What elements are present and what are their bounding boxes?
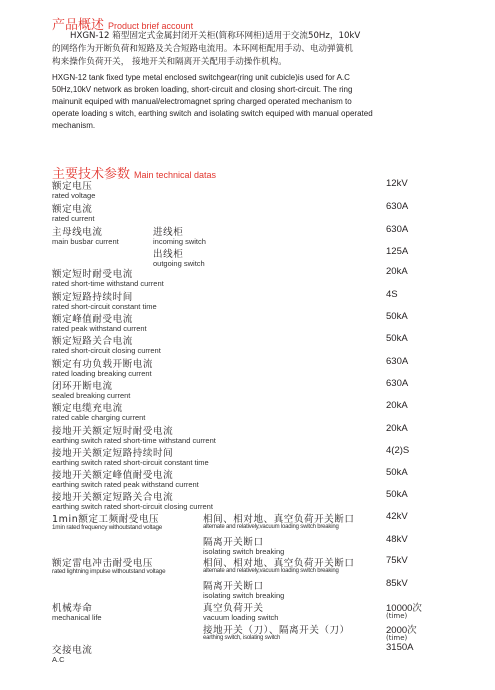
spec-value: 630A — [386, 378, 409, 389]
spec-value: 630A — [386, 224, 409, 235]
spec-sub-label-zh: 隔离开关断口 — [203, 537, 264, 548]
overview-en-line: mechanism. — [52, 121, 96, 130]
spec-label-en: earthing switch rated peak withstand current — [52, 479, 199, 489]
spec-unit: (time) — [386, 634, 408, 642]
spec-label-en: rated current — [52, 213, 95, 223]
spec-label-zh: 1min额定工频耐受电压 — [52, 514, 160, 525]
spec-label-zh: 接地开关额定短路关合电流 — [52, 492, 174, 503]
spec-sub-label-en: outgoing switch — [153, 258, 205, 268]
overview-en-line: operate loading s witch, earthing switch and isolating switch equiped with manual operated — [52, 109, 373, 118]
spec-label-en: sealed breaking current — [52, 390, 131, 400]
spec-value: 4(2)S — [386, 445, 410, 456]
spec-value: 125A — [386, 246, 409, 257]
spec-label-zh: 额定短时耐受电流 — [52, 269, 133, 280]
spec-label-en: A.C — [52, 654, 65, 664]
spec-value: 42kV — [386, 511, 408, 522]
spec-value: 12kV — [386, 178, 408, 189]
spec-label-zh: 额定短路关合电流 — [52, 336, 133, 347]
spec-label-zh: 额定电压 — [52, 181, 93, 192]
overview-zh-paragraph — [52, 30, 360, 69]
spec-label-en: main busbar current — [52, 236, 119, 246]
spec-value: 630A — [386, 201, 409, 212]
spec-label-zh: 交接电流 — [52, 645, 93, 656]
spec-sub-label-zh: 隔离开关断口 — [203, 581, 264, 592]
specs-title-zh: 主要技术参数 — [52, 167, 131, 182]
spec-value: 20kA — [386, 400, 408, 411]
spec-sub-label-zh: 相间、相对地、真空负荷开关断口 — [203, 514, 355, 525]
spec-label-zh: 闭环开断电流 — [52, 381, 113, 392]
spec-label-en: 1min rated frequency withoutstand voltage — [52, 523, 163, 531]
overview-en-line: 50Hz,10kV network as broken loading, short-circuit and closing short-circuit. The ring — [52, 85, 353, 94]
spec-label-zh: 额定电流 — [52, 204, 93, 215]
spec-label-en: earthing switch rated short-circuit constant time — [52, 457, 209, 467]
spec-sub-label-zh: 接地开关（刀）、隔离开关（刀） — [203, 625, 350, 636]
spec-label-zh: 额定有功负载开断电流 — [52, 359, 154, 370]
spec-label-zh: 主母线电流 — [52, 227, 103, 238]
spec-label-en: rated short-circuit closing current — [52, 345, 161, 355]
overview-zh-line: 的网络作为开断负荷和短路及关合短路电流用。本环网柜配用手动、电动弹簧机 — [52, 44, 353, 54]
spec-label-en: rated peak withstand current — [52, 323, 147, 333]
spec-sub-label-en: isolating switch breaking — [203, 546, 285, 556]
overview-title-en: Product brief account — [108, 21, 194, 31]
spec-value: 3150A — [386, 642, 414, 653]
spec-label-en: rated lightning impulse withoutstand voltage — [52, 567, 166, 575]
spec-value: 2000次 — [386, 625, 417, 636]
spec-unit: (time) — [386, 612, 408, 620]
spec-label-en: earthing switch rated short-time withstand current — [52, 435, 216, 445]
spec-label-en: mechanical life — [52, 612, 102, 622]
spec-sub-label-zh: 相间、相对地、真空负荷开关断口 — [203, 558, 355, 569]
overview-en-line: mainunit equiped with manual/electromagnet spring charged operated mechanism to — [52, 97, 352, 106]
spec-label-en: rated cable charging current — [52, 412, 146, 422]
spec-sub-label-en: vacuum loading switch — [203, 612, 279, 622]
spec-value: 50kA — [386, 311, 408, 322]
overview-zh-line: 构来操作负荷开关， 接地开关和隔离开关配用手动操作机构。 — [52, 57, 287, 67]
spec-label-zh: 额定电缆充电流 — [52, 403, 123, 414]
specs-title-en: Main technical datas — [134, 170, 217, 180]
spec-value: 10000次 — [386, 603, 422, 614]
overview-en-paragraph — [52, 72, 373, 132]
spec-sub-label-zh: 出线柜 — [153, 249, 184, 260]
spec-value: 50kA — [386, 333, 408, 344]
spec-label-en: rated voltage — [52, 190, 96, 200]
spec-label-zh: 额定峰值耐受电流 — [52, 314, 133, 325]
overview-zh-line: HXGN-12 箱型固定式金属封闭开关柜(简称环网柜)适用于交流50Hz，10kV — [70, 31, 361, 41]
spec-label-zh: 接地开关额定峰值耐受电流 — [52, 470, 174, 481]
spec-sub-label-en: isolating switch breaking — [203, 590, 285, 600]
spec-label-zh: 额定短路持续时间 — [52, 292, 133, 303]
spec-value: 20kA — [386, 266, 408, 277]
spec-sub-label-en: alternate and relatively,vacuum loading switch breaking — [203, 523, 339, 530]
spec-label-en: earthing switch rated short-circuit closing current — [52, 501, 213, 511]
spec-label-en: rated short-circuit constant time — [52, 301, 157, 311]
spec-label-zh: 接地开关额定短路持续时间 — [52, 448, 174, 459]
spec-value: 85kV — [386, 578, 408, 589]
spec-label-zh: 机械寿命 — [52, 603, 93, 614]
spec-sub-label-en: alternate and relatively,vacuum loading switch breaking — [203, 567, 339, 574]
spec-value: 20kA — [386, 423, 408, 434]
spec-value: 75kV — [386, 555, 408, 566]
spec-value: 48kV — [386, 534, 408, 545]
spec-value: 50kA — [386, 467, 408, 478]
spec-value: 4S — [386, 289, 398, 300]
spec-sub-label-zh: 进线柜 — [153, 227, 184, 238]
spec-sub-label-zh: 真空负荷开关 — [203, 603, 264, 614]
spec-value: 50kA — [386, 489, 408, 500]
spec-label-en: rated loading breaking current — [52, 368, 152, 378]
overview-title-zh: 产品概述 — [52, 18, 105, 33]
spec-value: 630A — [386, 356, 409, 367]
spec-sub-label-en: incoming switch — [153, 236, 206, 246]
spec-label-zh: 接地开关额定短时耐受电流 — [52, 426, 174, 437]
spec-label-zh: 额定雷电冲击耐受电压 — [52, 558, 154, 569]
overview-en-line: HXGN-12 tank fixed type metal enclosed switchgear(ring unit cubicle)is used for A.C — [52, 73, 350, 82]
spec-sub-label-en: earthing switch, isolating switch — [203, 634, 281, 641]
spec-label-en: rated short-time withstand current — [52, 278, 164, 288]
